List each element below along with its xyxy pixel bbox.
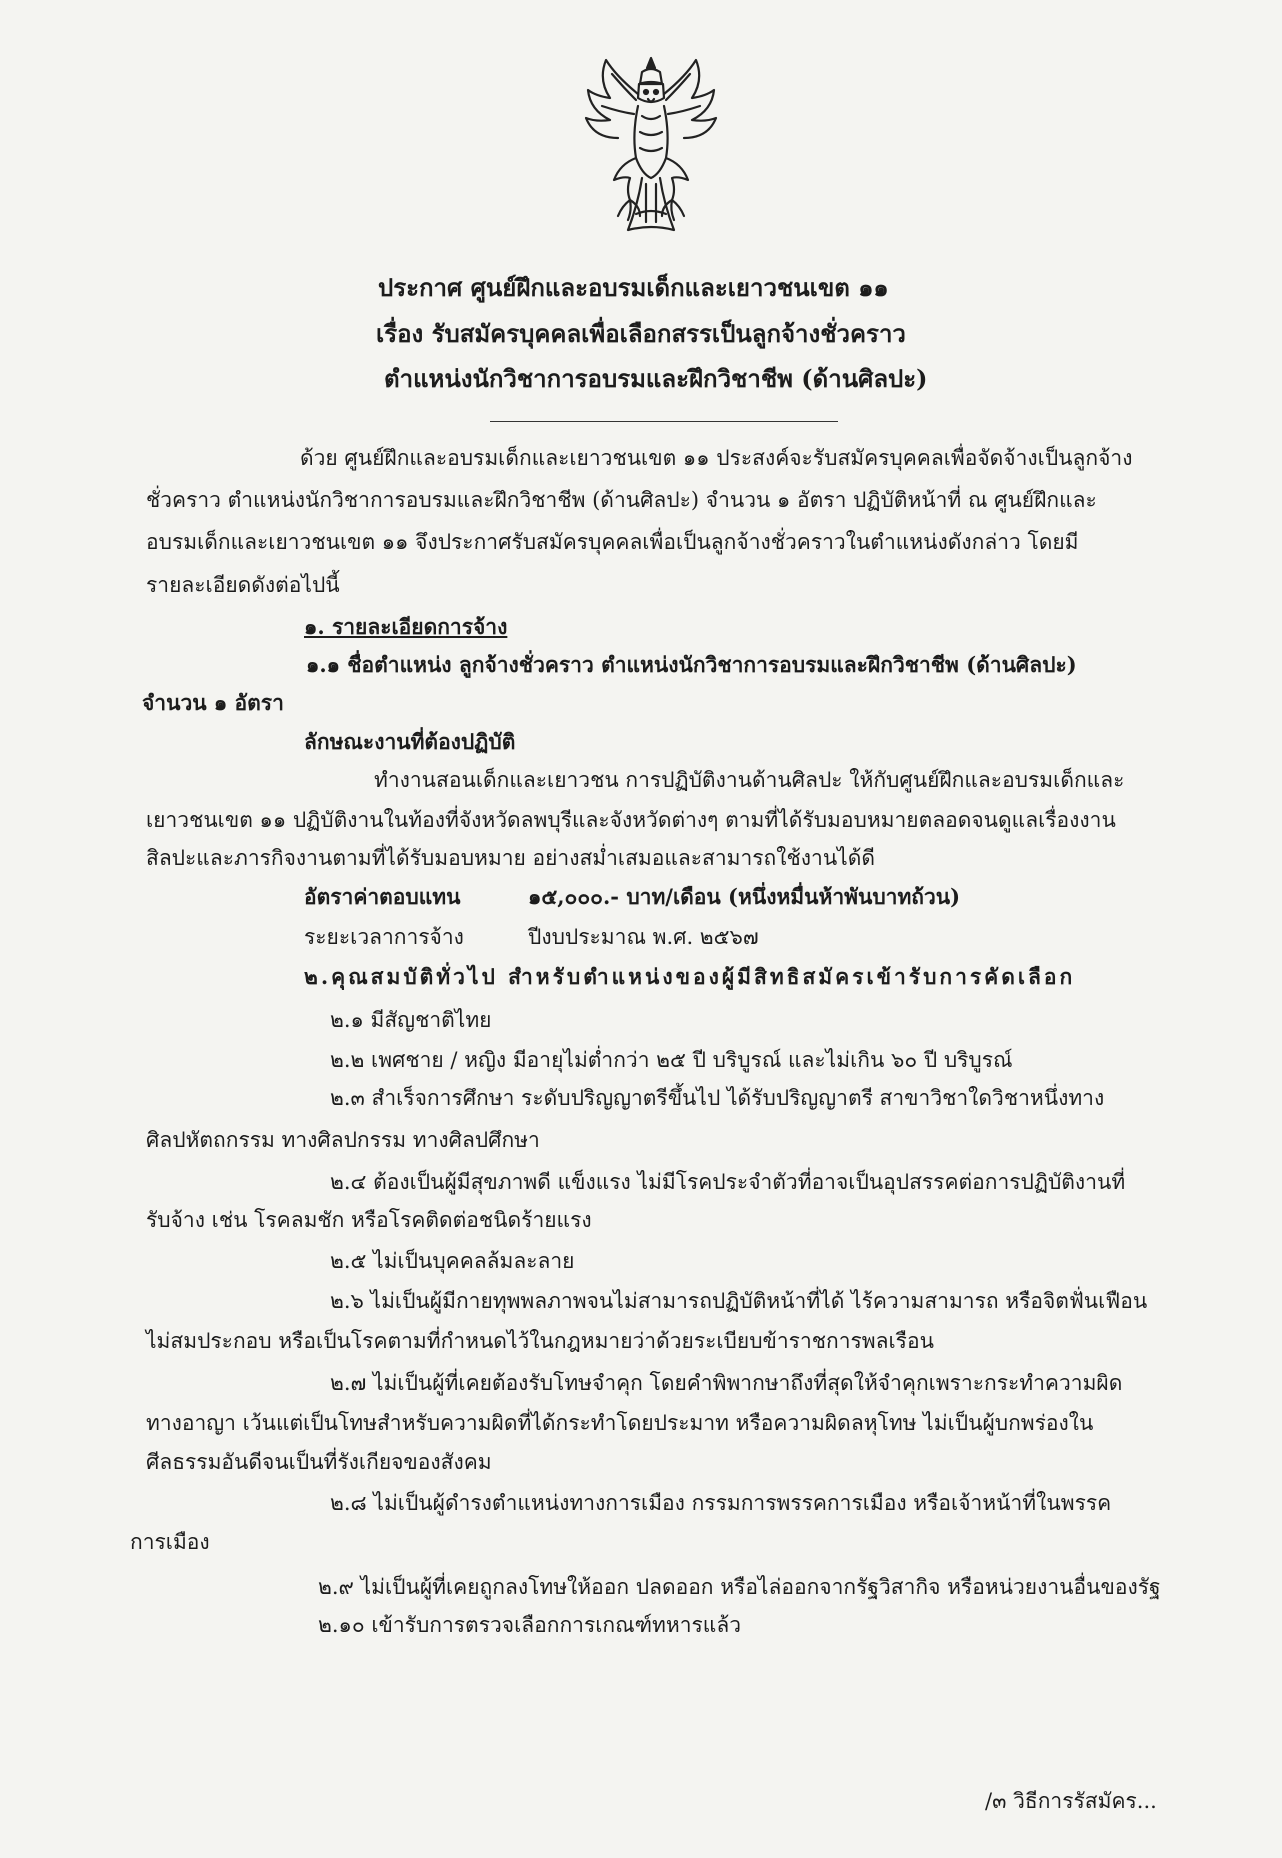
qualification-2-7-cont-1: ทางอาญา เว้นแต่เป็นโทษสำหรับความผิดที่ได้กระทำโดยประมาท หรือความผิดลหุโทษ ไม่เป็นผู้บกพร่องใน bbox=[146, 1411, 1094, 1435]
qualification-2-10: ๒.๑๐ เข้ารับการตรวจเลือกการเกณฑ์ทหารแล้ว bbox=[318, 1613, 741, 1637]
position-name: ๑.๑ ชื่อตำแหน่ง ลูกจ้างชั่วคราว ตำแหน่งนักวิชาการอบรมและฝึกวิชาชีพ (ด้านศิลปะ) bbox=[306, 652, 1077, 677]
duties-line-3: สิลปะและภารกิจงานตามที่ได้รับมอบหมาย อย่างสม่ำเสมอและสามารถใช้งานได้ดี bbox=[146, 846, 876, 870]
period-value: ปีงบประมาณ พ.ศ. ๒๕๖๗ bbox=[528, 925, 759, 949]
qualification-2-9: ๒.๙ ไม่เป็นผู้ที่เคยถูกลงโทษให้ออก ปลดออก หรือไล่ออกจากรัฐวิสากิจ หรือหน่วยงานอื่นของรัฐ bbox=[318, 1575, 1161, 1599]
qualification-2-4-cont: รับจ้าง เช่น โรคลมชัก หรือโรคติดต่อชนิดร้ายแรง bbox=[146, 1208, 592, 1232]
qualification-2-8-cont: การเมือง bbox=[130, 1530, 210, 1554]
title-line-3: ตำแหน่งนักวิชาการอบรมและฝึกวิชาชีพ (ด้านศิลปะ) bbox=[384, 364, 928, 393]
qualification-2-5: ๒.๕ ไม่เป็นบุคคลล้มละลาย bbox=[330, 1249, 575, 1273]
duties-line-1: ทำงานสอนเด็กและเยาวชน การปฏิบัติงานด้านศิลปะ ให้กับศูนย์ฝึกและอบรมเด็กและ bbox=[374, 768, 1125, 792]
qualification-2-2: ๒.๒ เพศชาย / หญิง มีอายุไม่ต่ำกว่า ๒๕ ปี บริบูรณ์ และไม่เกิน ๖๐ ปี บริบูรณ์ bbox=[330, 1048, 1013, 1072]
qualification-2-7: ๒.๗ ไม่เป็นผู้ที่เคยต้องรับโทษจำคุก โดยคำพิพากษาถึงที่สุดให้จำคุกเพราะกระทำความผิด bbox=[330, 1371, 1123, 1395]
qualification-2-8: ๒.๘ ไม่เป็นผู้ดำรงตำแหน่งทางการเมือง กรรมการพรรคการเมือง หรือเจ้าหน้าที่ในพรรค bbox=[330, 1491, 1112, 1515]
garuda-emblem-icon bbox=[576, 54, 726, 242]
continued-note: /๓ วิธีการรัสมัคร... bbox=[985, 1789, 1157, 1813]
title-divider bbox=[490, 421, 838, 422]
qualification-2-6-cont: ไม่สมประกอบ หรือเป็นโรคตามที่กำหนดไว้ในกฎหมายว่าด้วยระเบียบข้าราชการพลเรือน bbox=[146, 1329, 934, 1353]
intro-line-4: รายละเอียดดังต่อไปนี้ bbox=[146, 573, 340, 597]
position-count: จำนวน ๑ อัตรา bbox=[142, 690, 284, 715]
duties-line-2: เยาวชนเขต ๑๑ ปฏิบัติงานในท้องที่จังหวัดลพบุรีและจังหวัดต่างๆ ตามที่ได้รับมอบหมายตลอดจนดูแลเรื่องงาน bbox=[146, 808, 1116, 832]
pay-row bbox=[304, 882, 960, 912]
intro-line-2: ชั่วคราว ตำแหน่งนักวิชาการอบรมและฝึกวิชาชีพ (ด้านศิลปะ) จำนวน ๑ อัตรา ปฏิบัติหน้าที่ ณ ศูนย์ฝึกและ bbox=[146, 488, 1097, 512]
pay-label: อัตราค่าตอบแทน bbox=[304, 884, 461, 909]
qualification-2-6: ๒.๖ ไม่เป็นผู้มีกายทุพพลภาพจนไม่สามารถปฏิบัติหน้าที่ได้ ไร้ความสามารถ หรือจิตฟั่นเฟือน bbox=[330, 1289, 1148, 1313]
intro-line-1: ด้วย ศูนย์ฝึกและอบรมเด็กและเยาวชนเขต ๑๑ ประสงค์จะรับสมัครบุคคลเพื่อจัดจ้างเป็นลูกจ้าง bbox=[300, 446, 1133, 470]
intro-line-3: อบรมเด็กและเยาวชนเขต ๑๑ จึงประกาศรับสมัครบุคคลเพื่อเป็นลูกจ้างชั่วคราวในตำแหน่งดังกล่าว โดยมี bbox=[146, 530, 1079, 554]
section-2-heading: ๒.คุณสมบัติทั่วไป สำหรับตำแหน่งของผู้มีสิทธิสมัครเข้ารับการคัดเลือก bbox=[304, 964, 1076, 989]
qualification-2-7-cont-2: ศีลธรรมอันดีจนเป็นที่รังเกียจของสังคม bbox=[146, 1450, 492, 1474]
qualification-2-3: ๒.๓ สำเร็จการศึกษา ระดับปริญญาตรีขึ้นไป ได้รับปริญญาตรี สาขาวิชาใดวิชาหนึ่งทาง bbox=[330, 1086, 1105, 1110]
period-label: ระยะเวลาการจ้าง bbox=[304, 925, 464, 949]
qualification-2-1: ๒.๑ มีสัญชาติไทย bbox=[330, 1008, 492, 1032]
pay-value: ๑๕,๐๐๐.- บาท/เดือน (หนึ่งหมื่นห้าพันบาทถ้วน) bbox=[528, 884, 961, 909]
title-line-1: ประกาศ ศูนย์ฝึกและอบรมเด็กและเยาวชนเขต ๑๑ bbox=[378, 273, 889, 302]
period-row bbox=[304, 922, 759, 952]
section-1-heading: ๑. รายละเอียดการจ้าง bbox=[304, 614, 508, 639]
duties-heading: ลักษณะงานที่ต้องปฏิบัติ bbox=[304, 729, 516, 754]
qualification-2-4: ๒.๔ ต้องเป็นผู้มีสุขภาพดี แข็งแรง ไม่มีโรคประจำตัวที่อาจเป็นอุปสรรคต่อการปฏิบัติงานที่ bbox=[330, 1170, 1126, 1194]
title-line-2: เรื่อง รับสมัครบุคคลเพื่อเลือกสรรเป็นลูกจ้างชั่วคราว bbox=[376, 319, 906, 348]
qualification-2-3-cont: ศิลปหัตถกรรม ทางศิลปกรรม ทางศิลปศึกษา bbox=[146, 1128, 540, 1152]
